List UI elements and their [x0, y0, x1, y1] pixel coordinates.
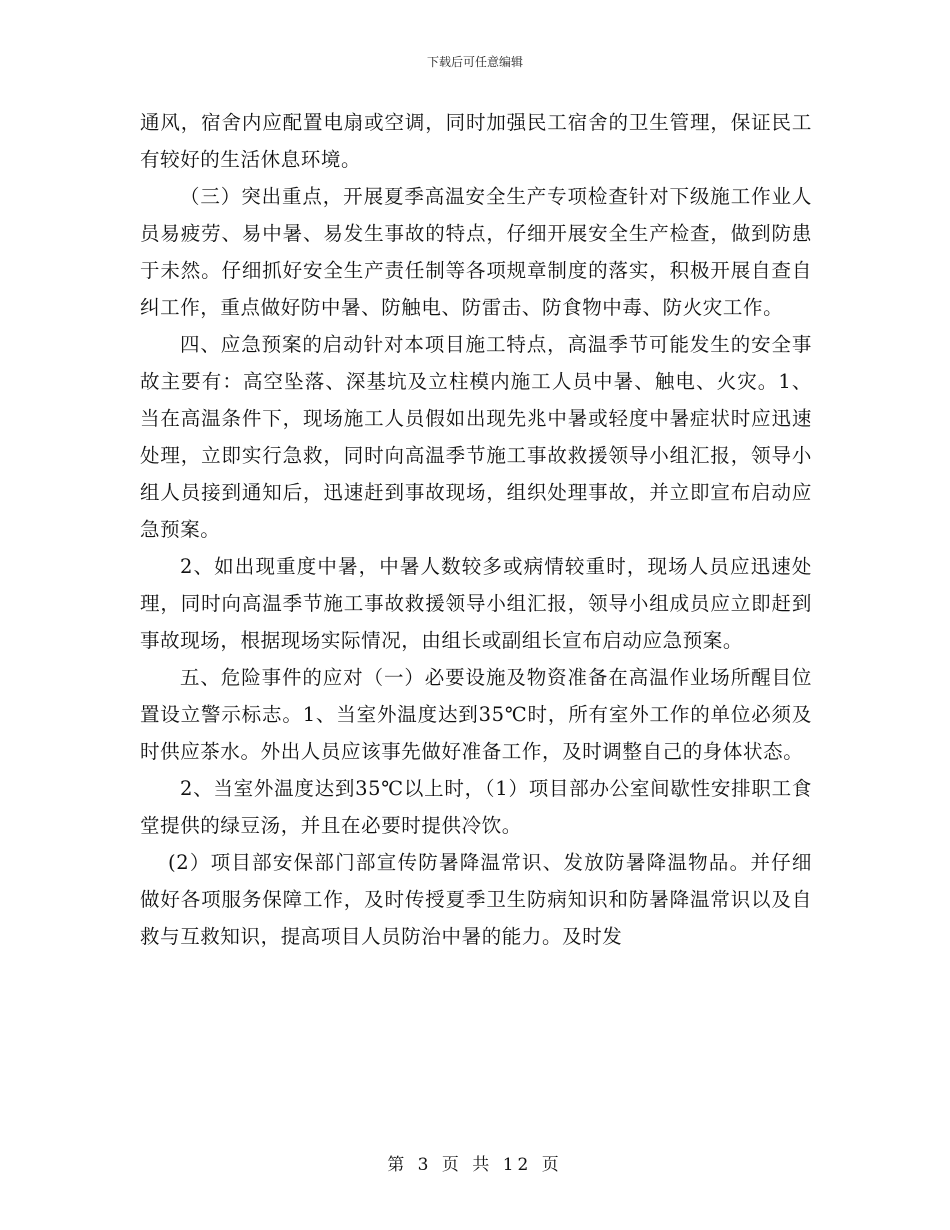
page-header-note: 下载后可任意编辑 [426, 55, 523, 69]
paragraph-7: (2）项目部安保部门部宣传防暑降温常识、发放防暑降温物品。并仔细做好各项服务保障工作，及时传授夏季卫生防病知识和防暑降温常识以及自救与互救知识，提高项目人员防治中暑的能力。及时发 [140, 851, 812, 948]
paragraph-4: 2、如出现重度中暑，中暑人数较多或病情较重时，现场人员应迅速处理，同时向高温季节施工事故救援领导小组汇报，领导小组成员应立即赶到事故现场，根据现场实际情况，由组长或副组长宣布启动应急预案。 [140, 555, 812, 652]
paragraph-3: 四、应急预案的启动针对本项目施工特点，高温季节可能发生的安全事故主要有：高空坠落、深基坑及立柱模内施工人员中暑、触电、火灾。1、当在高温条件下，现场施工人员假如出现先兆中暑或轻度中暑症状时应迅速处理，立即实行急救，同时向高温季节施工事故救援领导小组汇报，领导小组人员接到通知后，迅速赶到事故现场，组织处理事故，并立即宣布启动应急预案。 [140, 333, 812, 541]
paragraph-6: 2、当室外温度达到35℃以上时，（1）项目部办公室间歇性安排职工食堂提供的绿豆汤，并且在必要时提供冷饮。 [140, 777, 812, 837]
document-body [140, 104, 812, 955]
paragraph-2: （三）突出重点，开展夏季高温安全生产专项检查针对下级施工作业人员易疲劳、易中暑、易发生事故的特点，仔细开展安全生产检查，做到防患于未然。仔细抓好安全生产责任制等各项规章制度的落实，积极开展自查自纠工作，重点做好防中暑、防触电、防雷击、防食物中毒、防火灾工作。 [140, 185, 812, 319]
paragraph-1: 通风，宿舍内应配置电扇或空调，同时加强民工宿舍的卫生管理，保证民工有较好的生活休息环境。 [140, 111, 812, 171]
page-number-footer: 第 3 页 共 12 页 [387, 1155, 563, 1175]
paragraph-5: 五、危险事件的应对（一）必要设施及物资准备在高温作业场所醒目位置设立警示标志。1、当室外温度达到35℃时，所有室外工作的单位必须及时供应茶水。外出人员应该事先做好准备工作，及时调整自己的身体状态。 [140, 666, 812, 763]
